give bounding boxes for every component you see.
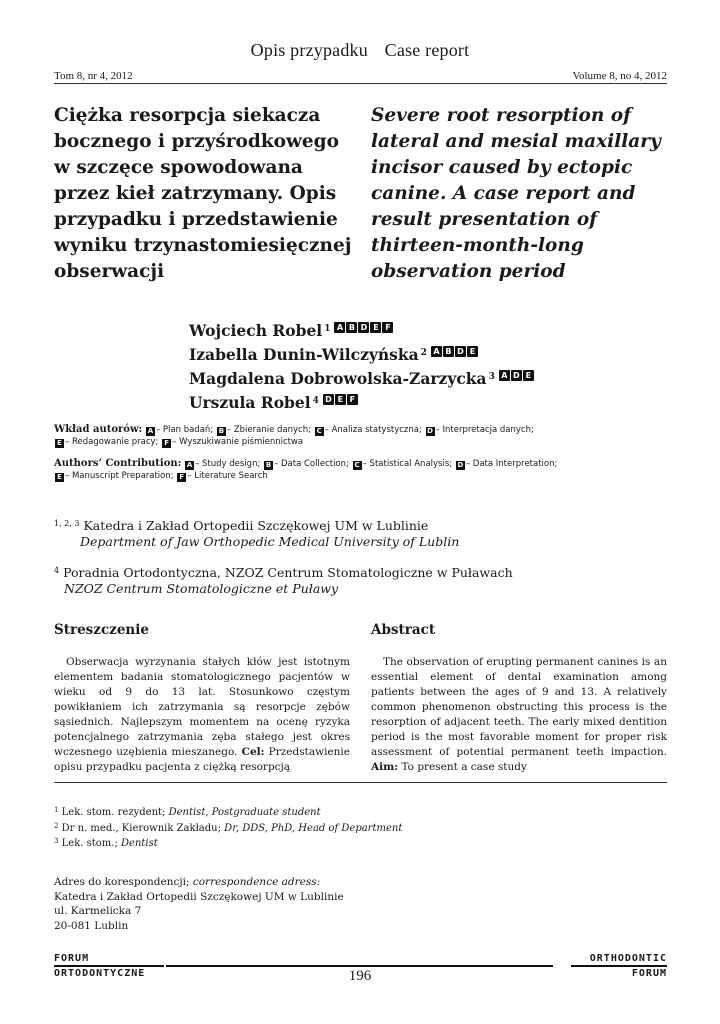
footer-rule — [166, 965, 553, 967]
code-box: C — [354, 461, 360, 469]
code-box: D — [427, 427, 433, 435]
code-description: – Manuscript Preparation; — [65, 471, 174, 481]
abstract-body: The observation of erupting permanent canines is an essential element of dental examination among patients between the ages of 9 and 13. A relatively common phenomenon obstructing this process is the resorption of adjacent teeth. The early mixed dentition period is the most favorable moment for proper risk assessment of potential permanent teeth impaction. — [371, 656, 667, 758]
abstract-heading-pl: Streszczenie — [54, 622, 149, 638]
footnote-list — [54, 804, 654, 851]
affiliation-pl: Poradnia Ortodontyczna, NZOZ Centrum Stomatologiczne w Puławach — [63, 565, 513, 580]
code-box: D — [511, 370, 522, 381]
code-box: D — [323, 394, 334, 405]
code-box: E — [467, 346, 478, 357]
code-box: E — [55, 439, 64, 448]
affiliation — [54, 563, 674, 597]
affiliation-mark: 4 — [54, 566, 60, 575]
code-description: – Zbieranie danych; — [226, 425, 311, 435]
volume-label-en: Volume 8, no 4, 2012 — [572, 70, 667, 82]
code-box: A — [186, 461, 193, 469]
contribution-label: Authors’ Contribution: — [54, 458, 182, 469]
code-description: – Study design; — [195, 459, 261, 469]
correspondence-address — [54, 875, 454, 933]
footnote — [54, 804, 654, 820]
code-box: E — [55, 473, 64, 482]
code-box: B — [265, 461, 272, 469]
code-description: – Plan badań; — [155, 425, 214, 435]
address-label-pl: Adres do korespondencji; — [54, 876, 190, 888]
code-description: – Wyszukiwanie piśmiennictwa — [172, 437, 304, 447]
footer-line: ORTODONTYCZNE — [54, 965, 164, 980]
aim-text: To present a case study — [401, 761, 527, 773]
code-box: A — [431, 346, 442, 357]
address-line: Katedra i Zakład Ortopedii Szczękowej UM w Lublinie — [54, 890, 344, 903]
code-box: F — [347, 394, 358, 405]
code-description: – Redagowanie pracy; — [65, 437, 159, 447]
code-description: – Statistical Analysis; — [362, 459, 453, 469]
contribution-label: Wkład autorów: — [54, 424, 143, 435]
footnote-pl: Lek. stom.; — [61, 838, 118, 849]
section-label-en: Case report — [384, 40, 470, 60]
footnote-pl: Lek. stom. rezydent; — [61, 807, 166, 818]
code-box: E — [523, 370, 534, 381]
affiliation-pl: Katedra i Zakład Ortopedii Szczękowej UM w Lublinie — [83, 518, 429, 533]
author-row — [189, 366, 669, 390]
footnote — [54, 820, 654, 836]
code-box: B — [218, 427, 225, 435]
footnote-en: Dentist, Postgraduate student — [168, 807, 321, 818]
affiliation-en: NZOZ Centrum Stomatologiczne et Puławy — [64, 581, 339, 596]
footnote-mark: 3 — [54, 837, 59, 845]
code-box: D — [455, 346, 466, 357]
abstract-heading-en: Abstract — [371, 622, 436, 638]
author-affiliation-mark: 2 — [420, 348, 427, 358]
code-box: D — [358, 322, 369, 333]
abstract-text-en — [371, 655, 667, 775]
author-name: Magdalena Dobrowolska-Zarzycka — [189, 369, 487, 388]
address-label-en: correspondence adress: — [192, 876, 321, 888]
page-number: 196 — [348, 968, 372, 984]
abstract-body: Obserwacja wyrzynania stałych kłów jest istotnym elementem badania stomatologicznego pacjentów w wieku od 9 do 13 lat. Stosunkowo częstym powikłaniem ich zatrzymania są resorpcje zębów sąsiednich. Najlepszym momentem na ocenę ryzyka potencjalnego zatrzymania zęba stałego jest okres wczesnego uzębienia mieszanego. — [54, 656, 350, 758]
code-box: A — [147, 427, 154, 435]
author-affiliation-mark: 1 — [324, 324, 331, 334]
footnote-en: Dr, DDS, PhD, Head of Department — [224, 822, 403, 834]
footer-line: ORTHODONTIC — [589, 953, 667, 964]
author-name: Wojciech Robel — [189, 321, 323, 340]
code-description: – Data Collection; — [274, 459, 349, 469]
contribution-codes — [499, 369, 535, 388]
code-description: – Data Interpretation; — [465, 459, 558, 469]
footnote-pl: Dr n. med., Kierownik Zakładu; — [61, 822, 221, 834]
code-box: E — [335, 394, 346, 405]
title-english: Severe root resorption of lateral and mesial maxillary incisor caused by ectopic canine. A case report and result presentation of thirteen-month-long observation period — [371, 105, 661, 282]
code-box: E — [370, 322, 381, 333]
aim-text: Przedstawienie opisu przypadku pacjenta z ciężką resorpcją — [54, 746, 350, 773]
volume-label-pl: Tom 8, nr 4, 2012 — [54, 70, 133, 82]
code-box: A — [499, 370, 510, 381]
author-row — [189, 390, 669, 414]
footnote-en: Dentist — [121, 838, 158, 849]
footnote-mark: 1 — [54, 806, 59, 814]
code-description: – Analiza statystyczna; — [324, 425, 422, 435]
address-line: 20-081 Lublin — [54, 919, 129, 932]
footer-line: FORUM — [54, 953, 90, 964]
author-affiliation-mark: 4 — [312, 396, 319, 406]
code-box: B — [346, 322, 357, 333]
code-box: D — [457, 461, 464, 469]
author-name: Urszula Robel — [189, 393, 311, 412]
contribution-codes — [334, 321, 394, 340]
code-box: C — [316, 427, 322, 435]
author-affiliation-mark: 3 — [488, 372, 495, 382]
code-box: A — [334, 322, 345, 333]
header-rule — [54, 83, 667, 84]
footnote-rule — [54, 782, 667, 783]
running-header — [0, 40, 720, 61]
code-description: – Literature Search — [187, 471, 268, 481]
aim-label: Aim: — [371, 761, 399, 773]
code-box: F — [162, 439, 171, 448]
footnote-mark: 2 — [54, 821, 59, 830]
code-box: F — [382, 322, 393, 333]
contribution-legend-en — [54, 458, 674, 482]
title-polish: Ciężka resorpcja siekacza bocznego i przyśrodkowego w szczęce spowodowana przez kieł zatrzymany. Opis przypadku i przedstawienie wyniku trzynastomiesięcznej obserwacji — [54, 105, 352, 282]
author-row — [189, 318, 669, 342]
author-row — [189, 342, 669, 366]
code-box: B — [443, 346, 454, 357]
code-description: – Interpretacja danych; — [435, 425, 534, 435]
contribution-codes — [431, 345, 479, 364]
abstract-text-pl — [54, 655, 350, 775]
section-label-pl: Opis przypadku — [250, 40, 368, 60]
author-name: Izabella Dunin-Wilczyńska — [189, 345, 419, 364]
contribution-codes — [323, 393, 359, 412]
address-line: ul. Karmelicka 7 — [54, 905, 142, 917]
affiliation-mark: 1, 2, 3 — [54, 519, 80, 528]
footer-line: FORUM — [571, 965, 667, 980]
footnote — [54, 835, 654, 851]
affiliation — [54, 516, 674, 550]
code-box: F — [177, 473, 186, 482]
aim-label: Cel: — [241, 746, 265, 758]
affiliation-en: Department of Jaw Orthopedic Medical University of Lublin — [80, 534, 460, 549]
contribution-legend-pl — [54, 424, 674, 448]
author-list — [189, 318, 669, 414]
